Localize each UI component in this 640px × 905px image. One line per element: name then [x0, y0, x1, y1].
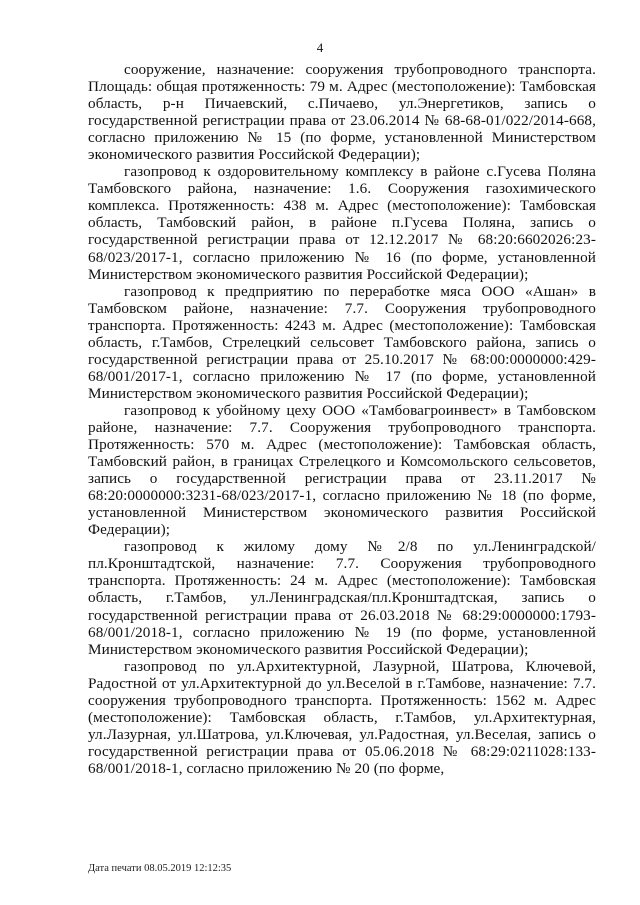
document-body [88, 61, 596, 777]
paragraph-pipeline-20: газопровод по ул.Архитектурной, Лазурной, Шатрова, Ключевой, Радостной от ул.Архитектурной до ул.Веселой в г.Тамбове, назначение: 7.7. сооружения трубопроводного транспорта. Протяженность: 1562 м. Адрес (местоположение): Тамбовская область, г.Тамбов, ул.Архитектурная, ул.Лазурная, ул.Шатрова, ул.Ключевая, ул.Радостная, ул.Веселая, запись о государственной регистрации права от 05.06.2018 № 68:29:0211028:133-68/001/2018-1, согласно приложению № 20 (по форме, [88, 657, 596, 777]
paragraph-pipeline-15: сооружение, назначение: сооружения трубопроводного транспорта. Площадь: общая протяженность: 79 м. Адрес (местоположение): Тамбовская область, р-н Пичаевский, с.Пичаево, ул.Энергетиков, запись о государственной регистрации права от 23.06.2014 № 68-68-01/022/2014-668, согласно приложению № 15 (по форме, установленной Министерством экономического развития Российской Федерации); [88, 61, 596, 164]
print-date-footer: Дата печати 08.05.2019 12:12:35 [88, 863, 232, 874]
paragraph-pipeline-17: газопровод к предприятию по переработке мяса ООО «Ашан» в Тамбовском районе, назначение: 7.7. Сооружения трубопроводного транспорта. Протяженность: 4243 м. Адрес (местоположение): Тамбовская область, г.Тамбов, Стрелецкий сельсовет Тамбовского района, запись о государственной регистрации права от 25.10.2017 № 68:00:0000000:429-68/001/2017-1, согласно приложению № 17 (по форме, установленной Министерством экономического развития Российской Федерации); [88, 282, 596, 402]
paragraph-pipeline-19: газопровод к жилому дому №2/8 по ул.Ленинградской/ пл.Кронштадтской, назначение: 7.7. Сооружения трубопроводного транспорта. Протяженность: 24 м. Адрес (местоположение): Тамбовская область, г.Тамбов, ул.Ленинградская/пл.Кронштадтская, запись о государственной регистрации права от 26.03.2018 № 68:29:0000000:1793-68/001/2018-1, согласно приложению № 19 (по форме, установленной Министерством экономического развития Российской Федерации); [88, 538, 596, 658]
paragraph-pipeline-16: газопровод к оздоровительному комплексу в районе с.Гусева Поляна Тамбовского района, назначение: 1.6. Сооружения газохимического комплекса. Протяженность: 438 м. Адрес (местоположение): Тамбовская область, Тамбовский район, в районе п.Гусева Поляна, запись о государственной регистрации права от 12.12.2017 № 68:20:6602026:23-68/023/2017-1, согласно приложению № 16 (по форме, установленной Министерством экономического развития Российской Федерации); [88, 163, 596, 283]
page-number: 4 [316, 40, 324, 55]
paragraph-pipeline-18: газопровод к убойному цеху ООО «Тамбовагроинвест» в Тамбовском районе, назначение: 7.7. Сооружения трубопроводного транспорта. Протяженность: 570 м. Адрес (местоположение): Тамбовская область, Тамбовский район, в границах Стрелецкого и Комсомольского сельсоветов, запись о государственной регистрации права от 23.11.2017 № 68:20:0000000:3231-68/023/2017-1, согласно приложению № 18 (по форме, установленной Министерством экономического развития Российской Федерации); [88, 401, 596, 539]
